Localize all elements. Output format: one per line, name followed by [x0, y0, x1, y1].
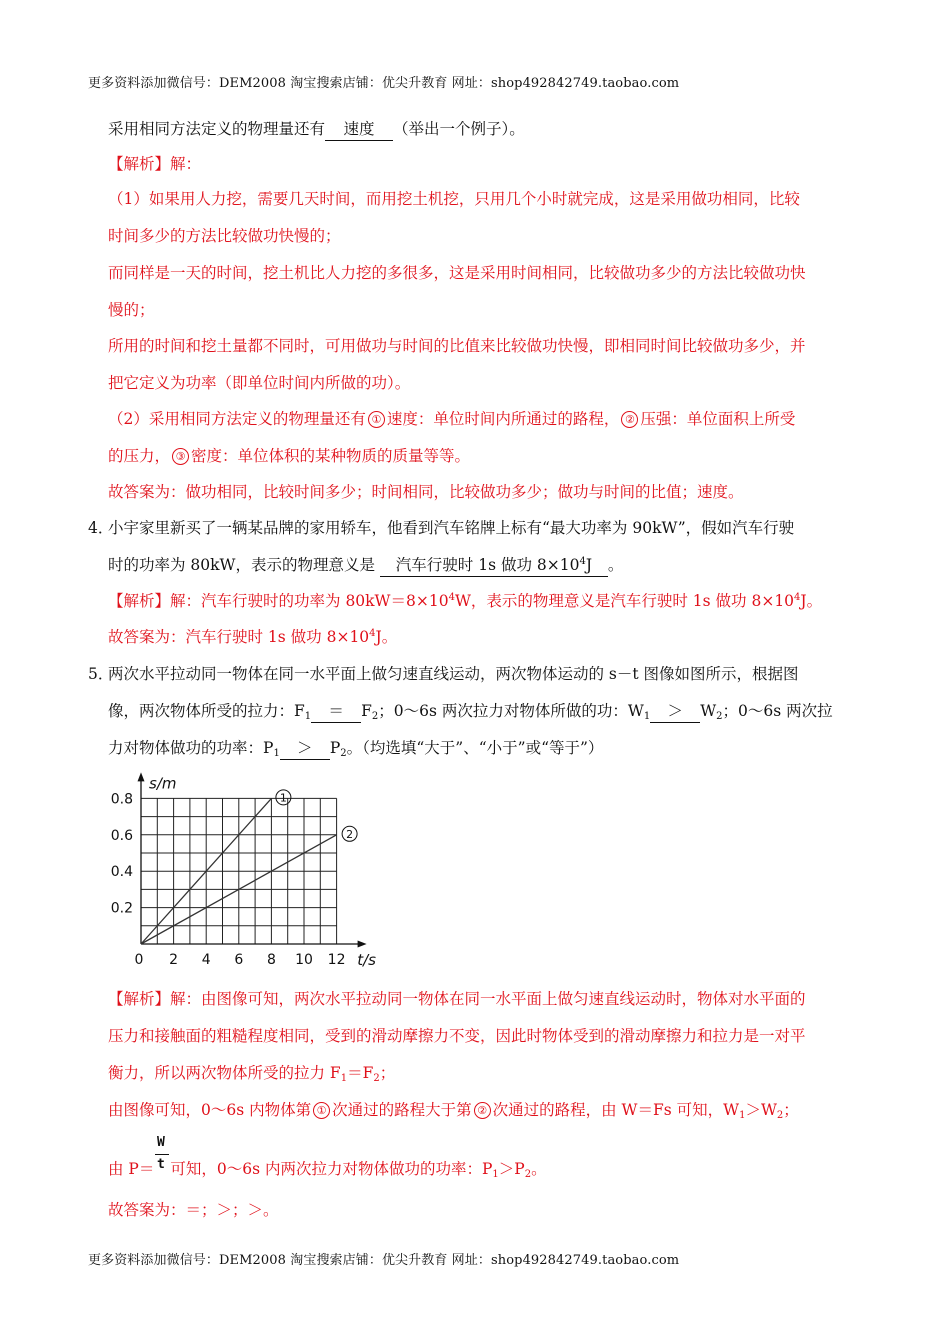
- fraction-numerator: W: [157, 1135, 165, 1150]
- s-t-graph: [105, 770, 380, 975]
- x-tick-label: 12: [327, 952, 346, 968]
- q3-analysis-p2: 时间多少的方法比较做功快慢的；: [108, 227, 341, 245]
- fraction-denominator: t: [157, 1157, 165, 1172]
- q4-analysis: 【解析】解：汽车行驶时的功率为 $80kW=8\times 10^4W$，表示的物理意义是汽车行驶时 1s 做功 $8\times 10^4J$。: [108, 592, 823, 610]
- q5-blank-work: ＞: [650, 700, 700, 723]
- q3-analysis-p8: 的压力， ③ 密度：单位体积的某种物质的质量等等。: [108, 447, 471, 465]
- series-label-2: 2: [346, 827, 354, 841]
- q5-analysis-p1: 【解析】解：由图像可知，两次水平拉动同一物体在同一水平面上做匀速直线运动时，物体对水平面的: [108, 990, 806, 1008]
- q5-analysis-p4: 由图像可知，0～6s 内物体第 ① 次通过的路程大于第 ② 次通过的路程，由 W＝Fs 可知，$W_1>W_2$；: [108, 1101, 799, 1121]
- x-tick-label: 0: [134, 952, 144, 968]
- q3-analysis-p1: （1）如果用人力挖，需要几天时间，而用挖土机挖，只用几个小时就完成，这是采用做功相同，比较: [108, 190, 800, 208]
- q4-answer-blank: 汽车行驶时 1s 做功 $8\times 10^4J$: [380, 554, 608, 577]
- x-tick-label: 6: [234, 952, 244, 968]
- q5-line3: 力对物体做功的功率：$P_1 > P_2$。（均选填“大于”、“小于”或“等于”）: [108, 739, 604, 759]
- x-tick-label: 10: [295, 952, 313, 968]
- y-tick-label: 0.6: [110, 827, 133, 844]
- page-footer: 更多资料添加微信号：DEM2008 淘宝搜索店铺：优尖升教育 网址：shop492842749.taobao.com: [88, 1253, 680, 1268]
- y-axis-arrow: [138, 772, 145, 781]
- x-axis-arrow: [358, 941, 367, 948]
- x-axis-label: t/s: [357, 951, 376, 969]
- q5-analysis-p5: 由 P＝ 可知，0～6s 内两次拉力对物体做功的功率：$P_1>P_2$。: [108, 1160, 547, 1180]
- q3-answer-line: 采用相同方法定义的物理量还有 速度 （举出一个例子）。: [108, 118, 525, 141]
- q3-analysis-p7: （2）采用相同方法定义的物理量还有 ① 速度：单位时间内所通过的路程， ② 压强：单位面积上所受: [108, 410, 796, 428]
- y-tick-label: 0.2: [110, 900, 133, 917]
- q4-number: 4．: [88, 519, 114, 537]
- y-tick-label: 0.4: [110, 864, 133, 881]
- q3-analysis-p5: 所用的时间和挖土量都不同时，可用做功与时间的比值来比较做功快慢，即相同时间比较做功多少，并: [108, 337, 806, 355]
- fraction-bar: [155, 1154, 169, 1155]
- q5-final-answer: 故答案为：＝；＞；＞。: [108, 1201, 279, 1219]
- q3-analysis-p3: 而同样是一天的时间，挖土机比人力挖的多很多，这是采用时间相同，比较做功多少的方法比较做功快: [108, 264, 806, 282]
- q5-line1: 两次水平拉动同一物体在同一水平面上做匀速直线运动，两次物体运动的 s－t 图像如图所示，根据图: [108, 665, 799, 683]
- q3-analysis-p6: 把它定义为功率（即单位时间内所做的功）。: [108, 374, 411, 392]
- q5-blank-force: ＝: [311, 700, 361, 723]
- q3-analysis-p4: 慢的；: [108, 301, 155, 319]
- x-tick-label: 2: [169, 952, 179, 968]
- q4-line1: 小宇家里新买了一辆某品牌的家用轿车，他看到汽车铭牌上标有“最大功率为 90kW”，假如汽车行驶: [108, 519, 795, 537]
- x-tick-label: 4: [201, 952, 211, 968]
- series-label-1: 1: [279, 791, 287, 805]
- q5-analysis-p3: 衡力，所以两次物体所受的拉力 $F_1=F_2$；: [108, 1064, 396, 1084]
- page-header: 更多资料添加微信号：DEM2008 淘宝搜索店铺：优尖升教育 网址：shop492842749.taobao.com: [88, 76, 680, 91]
- q5-number: 5．: [88, 665, 114, 683]
- q3-final-answer: 故答案为：做功相同，比较时间多少；时间相同，比较做功多少；做功与时间的比值；速度。: [108, 483, 744, 501]
- q4-final-answer: 故答案为：汽车行驶时 1s 做功 $8\times 10^4J$。: [108, 628, 398, 646]
- q5-line2: 像，两次物体所受的拉力：$F_1 = F_2$；0～6s 两次拉力对物体所做的功：$W_1 > W_2$；0～6s 两次拉: [108, 702, 833, 722]
- y-axis-label: s/m: [149, 774, 177, 793]
- answer-blank: 速度: [325, 118, 393, 141]
- q5-analysis-p2: 压力和接触面的粗糙程度相同，受到的滑动摩擦力不变，因此时物体受到的滑动摩擦力和拉力是一对平: [108, 1027, 806, 1045]
- q4-line2: 时的功率为 80kW，表示的物理意义是 汽车行驶时 1s 做功 $8\times 10^4J$ 。: [108, 554, 623, 577]
- y-tick-label: 0.8: [110, 791, 133, 808]
- q3-analysis-heading: 【解析】解：: [108, 155, 202, 173]
- q5-blank-power: ＞: [280, 737, 330, 760]
- x-tick-label: 8: [266, 952, 276, 968]
- chart-grid: [141, 798, 337, 944]
